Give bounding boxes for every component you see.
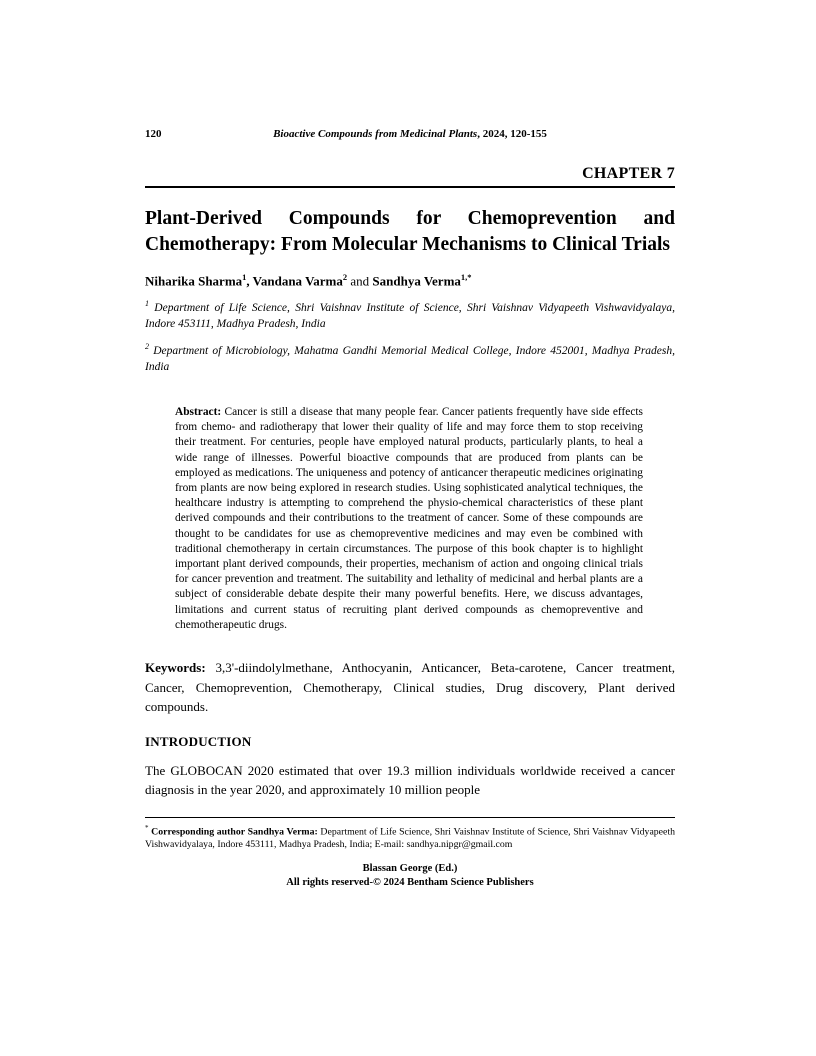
- chapter-label: CHAPTER 7: [582, 165, 675, 182]
- author-separator-2: and: [347, 273, 373, 289]
- keywords-text: 3,3'-diindolylmethane, Anthocyanin, Anticancer, Beta-carotene, Cancer treatment, Cancer, Chemoprevention, Chemotherapy, Clinical studies, Drug discovery, Plant derived compounds.: [145, 660, 675, 715]
- affiliation-1-text: Department of Life Science, Shri Vaishnav Institute of Science, Shri Vaishnav Vidyapeeth Vishwavidyalaya, Indore 453111, Madhya Pradesh, India: [145, 302, 675, 331]
- chapter-title: Plant-Derived Compounds for Chemoprevention and Chemotherapy: From Molecular Mechanisms to Clinical Trials: [145, 208, 675, 255]
- keywords-label: Keywords:: [145, 660, 206, 676]
- affiliation-1: [145, 296, 675, 332]
- footnote-bold: Corresponding author Sandhya Verma:: [148, 825, 318, 837]
- author-1-affmark: 1: [242, 272, 247, 282]
- running-title: [145, 128, 675, 140]
- footnote-text: Department of Life Science, Shri Vaishnav Institute of Science, Shri Vaishnav Vidyapeeth Vishwavidyalaya, Indore 453111, Madhya Pradesh, India; E-mail: sandhya.nipgr@gmail.com: [145, 825, 676, 850]
- running-title-book: Bioactive Compounds from Medicinal Plants: [273, 128, 478, 140]
- affiliation-2: [145, 339, 675, 375]
- running-header: [145, 128, 675, 143]
- author-separator-1: ,: [246, 273, 253, 289]
- author-3: Sandhya Verma: [372, 273, 461, 289]
- author-3-affmark: 1,*: [460, 272, 472, 282]
- keywords-block: [145, 658, 675, 717]
- running-title-pages: , 2024, 120-155: [477, 128, 547, 140]
- page-number: 120: [145, 128, 162, 140]
- corresponding-author-footnote: [145, 822, 675, 851]
- affiliation-2-marker: 2: [145, 342, 149, 352]
- affiliation-1-marker: 1: [145, 299, 149, 309]
- editor-line: Blassan George (Ed.): [362, 862, 458, 874]
- affiliation-2-text: Department of Microbiology, Mahatma Gandhi Memorial Medical College, Indore 452001, Madhya Pradesh, India: [145, 344, 675, 373]
- chapter-banner: [145, 165, 675, 188]
- rights-line: All rights reserved-© 2024 Bentham Science Publishers: [286, 876, 534, 888]
- publisher-footer: [145, 862, 675, 890]
- authors-line: [145, 269, 675, 289]
- abstract-label: Abstract:: [175, 405, 222, 418]
- section-heading-introduction: INTRODUCTION: [145, 733, 252, 749]
- footnote-rule: [145, 817, 675, 818]
- author-1: Niharika Sharma: [145, 273, 243, 289]
- abstract-text: Cancer is still a disease that many people fear. Cancer patients frequently have side effects from chemo- and radiotherapy that lower their quality of life and may force them to stop receiving their treatment. For centuries, people have employed natural products, particularly plants, to heal a wide range of illnesses. Powerful bioactive compounds that are produced from plants can be employed as medications. The uniqueness and potency of anticancer therapeutic medicines originating from plants are now being explored in research studies. Using sophisticated analytical techniques, the healthcare industry is attempting to comprehend the physio-chemical characteristics of these plant derived compounds and their contributions to the treatment of cancer. Some of these compounds are thought to be candidates for use as chemopreventive medicines and may even be combined with traditional chemotherapy in certain circumstances. The purpose of this book chapter is to highlight important plant derived compounds, their properties, mechanism of action and ongoing clinical trials for cancer prevention and treatment. The suitability and lethality of medicinal and herbal plants are a subject of considerable debate despite their many powerful benefits. Here, we discuss advantages, limitations and current status of recruiting plant derived compounds as chemopreventive and chemotherapeutic drugs.: [175, 405, 643, 631]
- introduction-paragraph: The GLOBOCAN 2020 estimated that over 19.3 million individuals worldwide received a cancer diagnosis in the year 2020, and approximately 10 million people: [145, 762, 675, 798]
- abstract-block: [175, 405, 643, 633]
- author-2: Vandana Varma: [252, 273, 343, 289]
- author-2-affmark: 2: [342, 272, 348, 282]
- footnote-marker: *: [145, 823, 149, 832]
